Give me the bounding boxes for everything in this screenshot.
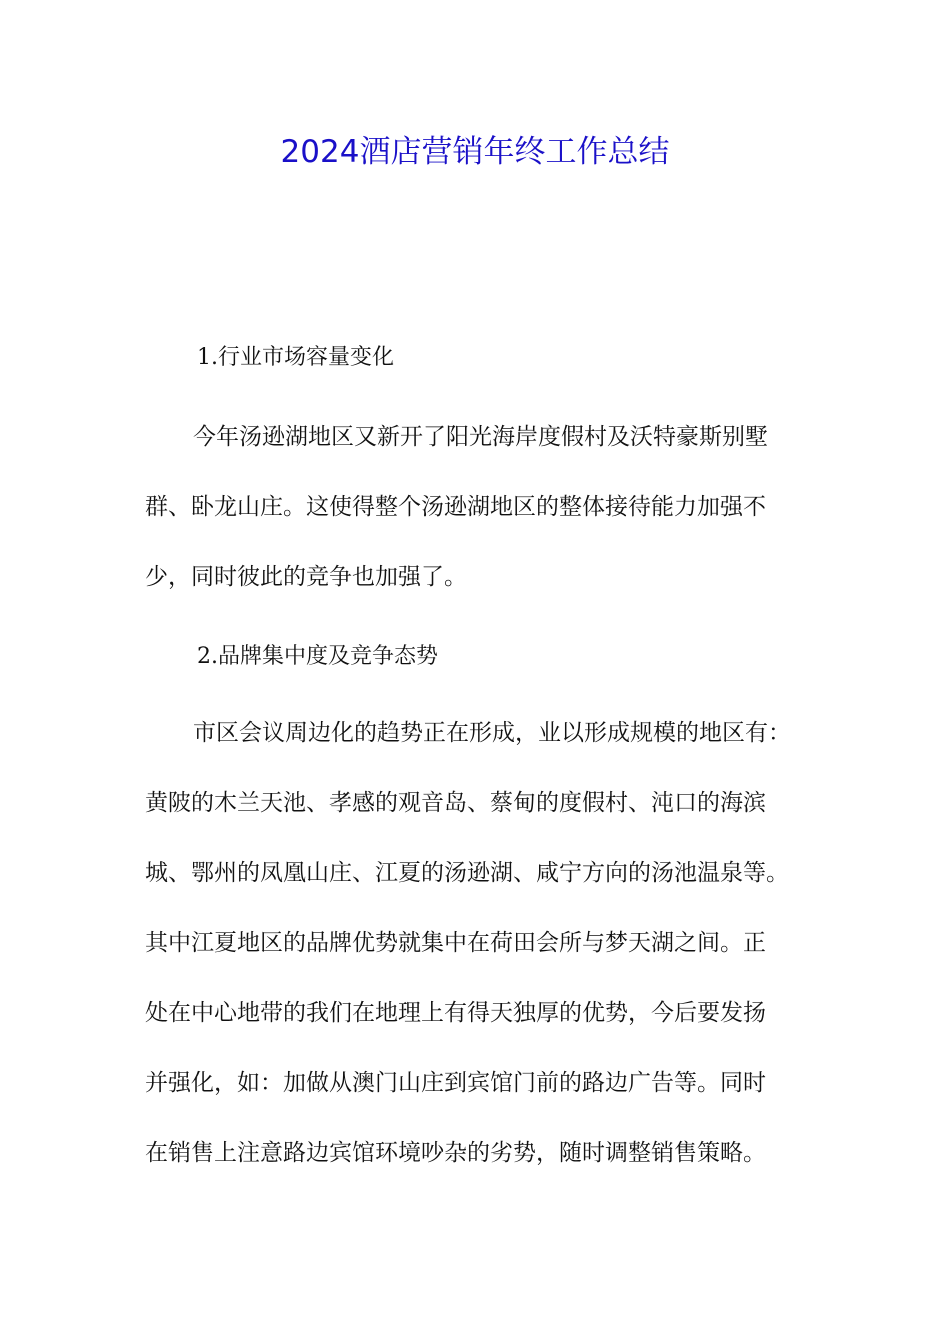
paragraph-line: 今年汤逊湖地区又新开了阳光海岸度假村及沃特豪斯别墅 [193,424,768,450]
paragraph-line: 并强化，如：加做从澳门山庄到宾馆门前的路边广告等。同时 [145,1070,766,1096]
section-paragraph-brand-concentration [145,698,825,1188]
paragraph-line: 在销售上注意路边宾馆环境吵杂的劣势，随时调整销售策略。 [145,1140,766,1166]
paragraph-line: 处在中心地带的我们在地理上有得天独厚的优势，今后要发扬 [145,1000,766,1026]
paragraph-line: 少，同时彼此的竞争也加强了。 [145,564,467,590]
paragraph-line: 黄陂的木兰天池、孝感的观音岛、蔡甸的度假村、沌口的海滨 [145,790,766,816]
paragraph-line: 市区会议周边化的趋势正在形成，业以形成规模的地区有： [193,720,791,746]
section-paragraph-market-capacity [145,402,825,612]
section-heading-brand-concentration: 2.品牌集中度及竞争态势 [197,644,438,669]
paragraph-line: 其中江夏地区的品牌优势就集中在荷田会所与梦天湖之间。正 [145,930,766,956]
paragraph-line: 群、卧龙山庄。这使得整个汤逊湖地区的整体接待能力加强不 [145,494,766,520]
paragraph-line: 城、鄂州的凤凰山庄、江夏的汤逊湖、咸宁方向的汤池温泉等。 [145,860,789,886]
section-heading-market-capacity: 1.行业市场容量变化 [197,345,394,370]
document-title: 2024酒店营销年终工作总结 [280,134,670,170]
